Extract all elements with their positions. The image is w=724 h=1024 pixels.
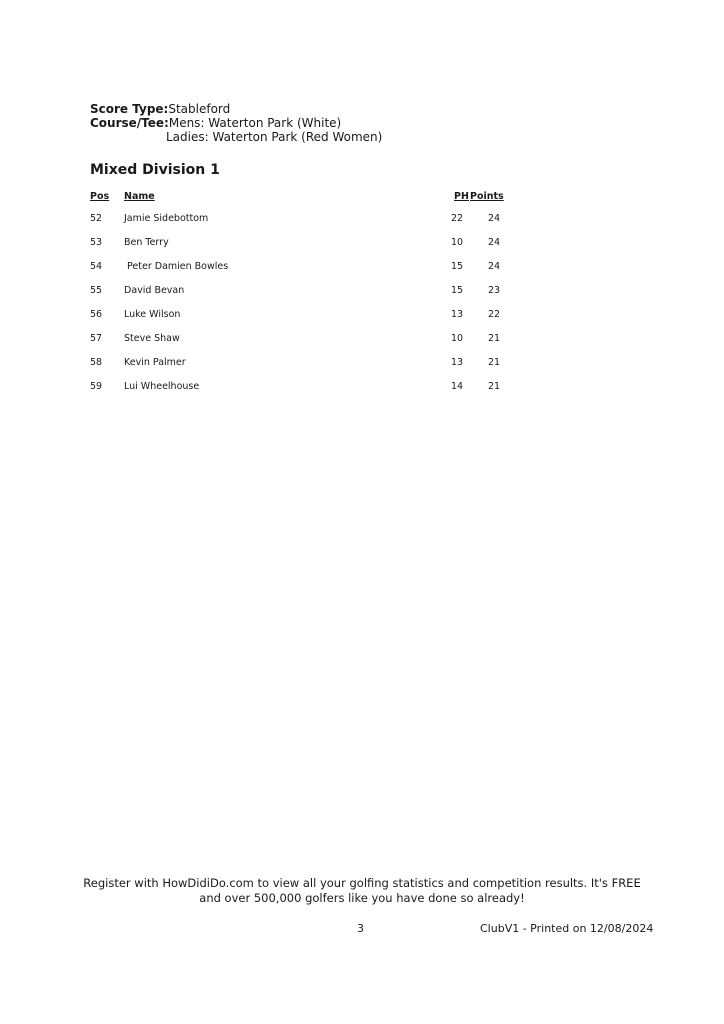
row-name: Peter Damien Bowles [124,261,229,272]
row-ph: 15 [451,285,464,296]
page-number: 3 [357,922,364,935]
competition-meta [90,102,382,144]
header-ph: PH [454,191,469,202]
row-pos: 57 [90,333,103,344]
row-name: Jamie Sidebottom [124,213,209,224]
table-row [90,213,510,237]
row-ph: 15 [451,261,464,272]
row-pos: 55 [90,285,103,296]
row-pos: 58 [90,357,103,368]
row-pos: 59 [90,381,103,392]
row-pos: 53 [90,237,103,248]
footer-promo [0,876,724,906]
header-points: Points [470,191,504,202]
table-row [90,237,510,261]
printed-stamp: ClubV1 - Printed on 12/08/2024 [480,922,654,935]
table-header [90,191,510,205]
score-type-label: Score Type: [90,102,169,116]
row-points: 21 [488,357,501,368]
table-row [90,333,510,357]
row-pos: 56 [90,309,103,320]
row-name: Lui Wheelhouse [124,381,200,392]
course-tee-row [90,116,382,130]
row-pos: 54 [90,261,103,272]
row-name: Luke Wilson [124,309,181,320]
row-ph: 13 [451,357,464,368]
row-points: 21 [488,381,501,392]
table-row [90,285,510,309]
row-name: Steve Shaw [124,333,180,344]
row-ph: 13 [451,309,464,320]
course-ladies-row [90,130,382,144]
row-points: 21 [488,333,501,344]
row-points: 22 [488,309,501,320]
row-points: 24 [488,213,501,224]
row-points: 23 [488,285,501,296]
row-points: 24 [488,261,501,272]
row-pos: 52 [90,213,103,224]
score-type-row [90,102,382,116]
table-row [90,381,510,405]
results-table [90,191,510,405]
footer-promo-line-1: Register with HowDidiDo.com to view all your golfing statistics and competition results. It's FREE [83,876,641,890]
score-type-value: Stableford [168,102,231,116]
division-title: Mixed Division 1 [90,162,220,178]
row-ph: 22 [451,213,464,224]
table-row [90,357,510,381]
row-ph: 10 [451,333,464,344]
table-row [90,261,510,285]
row-ph: 10 [451,237,464,248]
course-mens-value: Mens: Waterton Park (White) [168,116,342,130]
course-tee-label: Course/Tee: [90,116,169,130]
header-pos: Pos [90,191,110,202]
row-name: Ben Terry [124,237,169,248]
row-ph: 14 [451,381,464,392]
header-name: Name [124,191,155,202]
row-points: 24 [488,237,501,248]
row-name: Kevin Palmer [124,357,186,368]
table-row [90,309,510,333]
course-ladies-value: Ladies: Waterton Park (Red Women) [166,130,383,144]
footer-promo-line-2: and over 500,000 golfers like you have done so already! [199,891,525,905]
row-name: David Bevan [124,285,185,296]
table-body [90,213,510,405]
